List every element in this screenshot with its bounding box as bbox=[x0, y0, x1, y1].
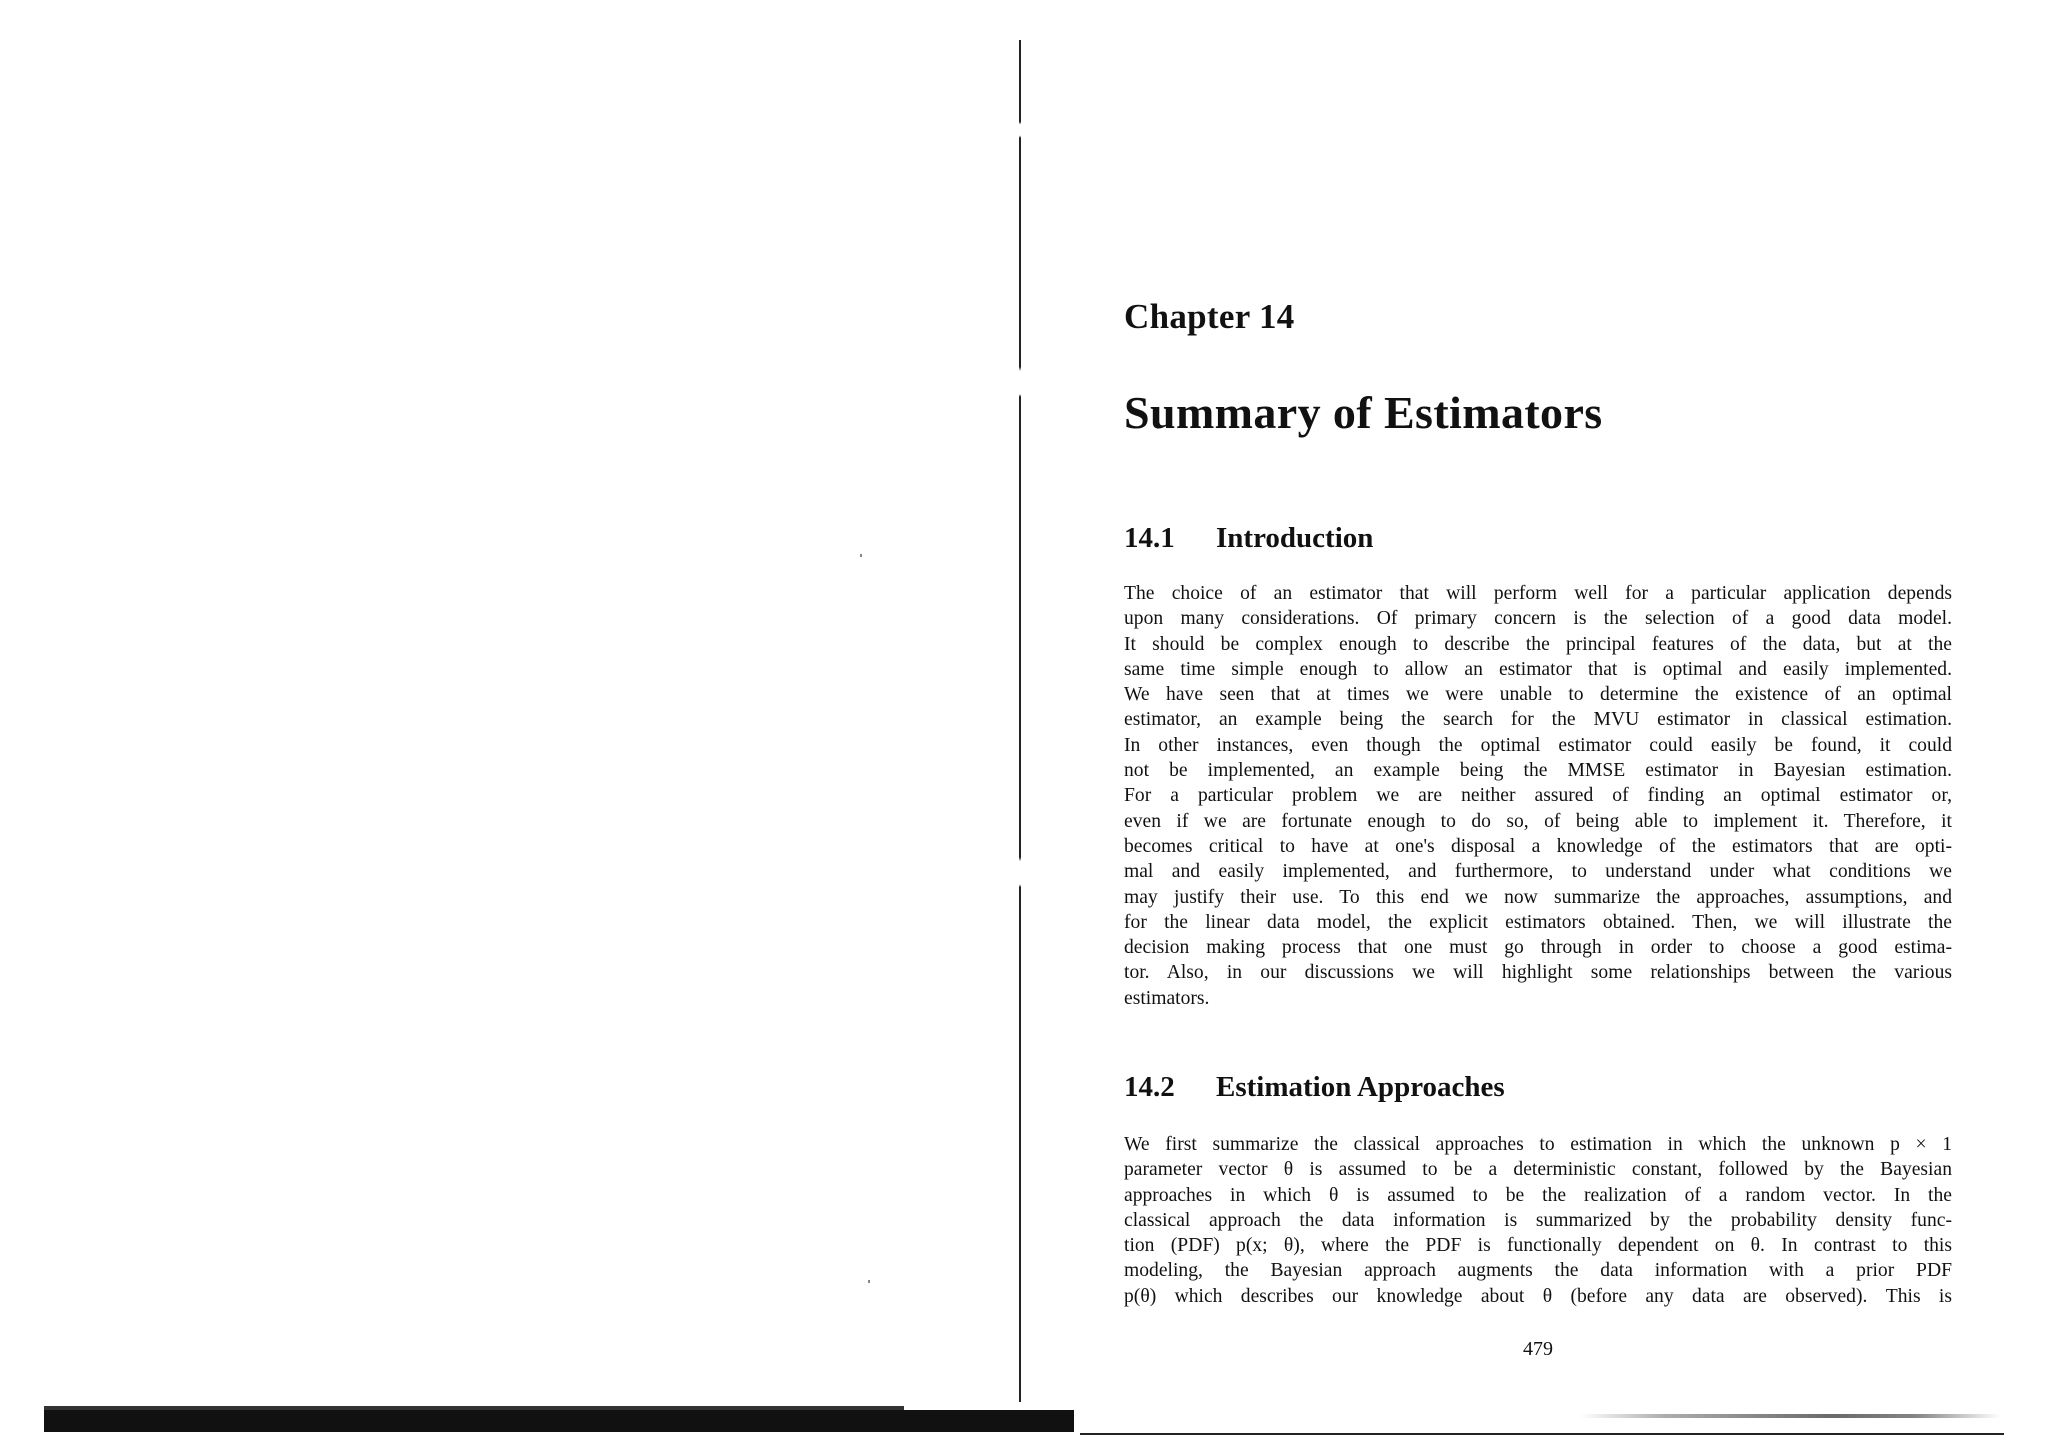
text-line: upon many considerations. Of primary concern is the selection of a good data model. bbox=[1124, 608, 1952, 630]
text-line: We first summarize the classical approaches to estimation in which the unknown p × 1 bbox=[1124, 1134, 1952, 1155]
page-number: 479 bbox=[1523, 1338, 1553, 1360]
text-line: We have seen that at times we were unable to determine the existence of an optimal bbox=[1124, 684, 1952, 706]
text-line: may justify their use. To this end we now summarize the approaches, assumptions, and bbox=[1124, 886, 1952, 908]
scan-speck bbox=[860, 554, 862, 557]
book-gutter-line bbox=[1019, 40, 1021, 1402]
text-line: p(θ) which describes our knowledge about θ (before any data are observed). This is bbox=[1124, 1285, 1952, 1307]
text-line: For a particular problem we are neither assured of finding an optimal estimator or, bbox=[1124, 785, 1952, 807]
text-line: estimator, an example being the search for the MVU estimator in classical estimation. bbox=[1124, 709, 1952, 731]
text-line: estimators. bbox=[1124, 987, 1210, 1009]
section-number: 14.2 bbox=[1124, 1071, 1175, 1103]
text-line: decision making process that one must go through in order to choose a good estima- bbox=[1124, 937, 1952, 959]
section-paragraph bbox=[1124, 1132, 1952, 1309]
section-title: Introduction bbox=[1216, 522, 1374, 554]
section-title: Estimation Approaches bbox=[1216, 1071, 1505, 1103]
scan-smudge bbox=[1580, 1414, 2000, 1418]
section-heading bbox=[1124, 522, 1373, 555]
text-line: becomes critical to have at one's disposal a knowledge of the estimators that are opti- bbox=[1124, 835, 1952, 857]
chapter-label: Chapter 14 bbox=[1124, 297, 1295, 336]
page-bottom-rule bbox=[1080, 1433, 2004, 1435]
text-line: for the linear data model, the explicit estimators obtained. Then, we will illustrate the bbox=[1124, 911, 1952, 933]
text-line: tion (PDF) p(x; θ), where the PDF is functionally dependent on θ. In contrast to this bbox=[1124, 1235, 1952, 1257]
section-heading bbox=[1124, 1071, 1505, 1104]
scan-speck bbox=[868, 1280, 870, 1283]
text-line: parameter vector θ is assumed to be a deterministic constant, followed by the Bayesian bbox=[1124, 1159, 1952, 1181]
text-line: not be implemented, an example being the MMSE estimator in Bayesian estimation. bbox=[1124, 760, 1952, 782]
text-line: approaches in which θ is assumed to be the realization of a random vector. In the bbox=[1124, 1184, 1952, 1206]
text-line: mal and easily implemented, and furthermore, to understand under what conditions we bbox=[1124, 861, 1952, 883]
chapter-title: Summary of Estimators bbox=[1124, 387, 1603, 438]
section-number: 14.1 bbox=[1124, 522, 1175, 554]
text-line: tor. Also, in our discussions we will highlight some relationships between the various bbox=[1124, 962, 1952, 984]
text-line: In other instances, even though the optimal estimator could easily be found, it could bbox=[1124, 734, 1952, 756]
text-line: modeling, the Bayesian approach augments the data information with a prior PDF bbox=[1124, 1260, 1952, 1282]
text-line: The choice of an estimator that will perform well for a particular application depends bbox=[1124, 583, 1952, 604]
section-paragraph bbox=[1124, 581, 1952, 1011]
text-line: same time simple enough to allow an estimator that is optimal and easily implemented. bbox=[1124, 658, 1952, 680]
text-line: It should be complex enough to describe the principal features of the data, but at the bbox=[1124, 633, 1952, 655]
text-line: classical approach the data information is summarized by the probability density func- bbox=[1124, 1209, 1952, 1231]
scan-edge-bar bbox=[44, 1410, 1074, 1432]
text-line: even if we are fortunate enough to do so, of being able to implement it. Therefore, it bbox=[1124, 810, 1952, 832]
